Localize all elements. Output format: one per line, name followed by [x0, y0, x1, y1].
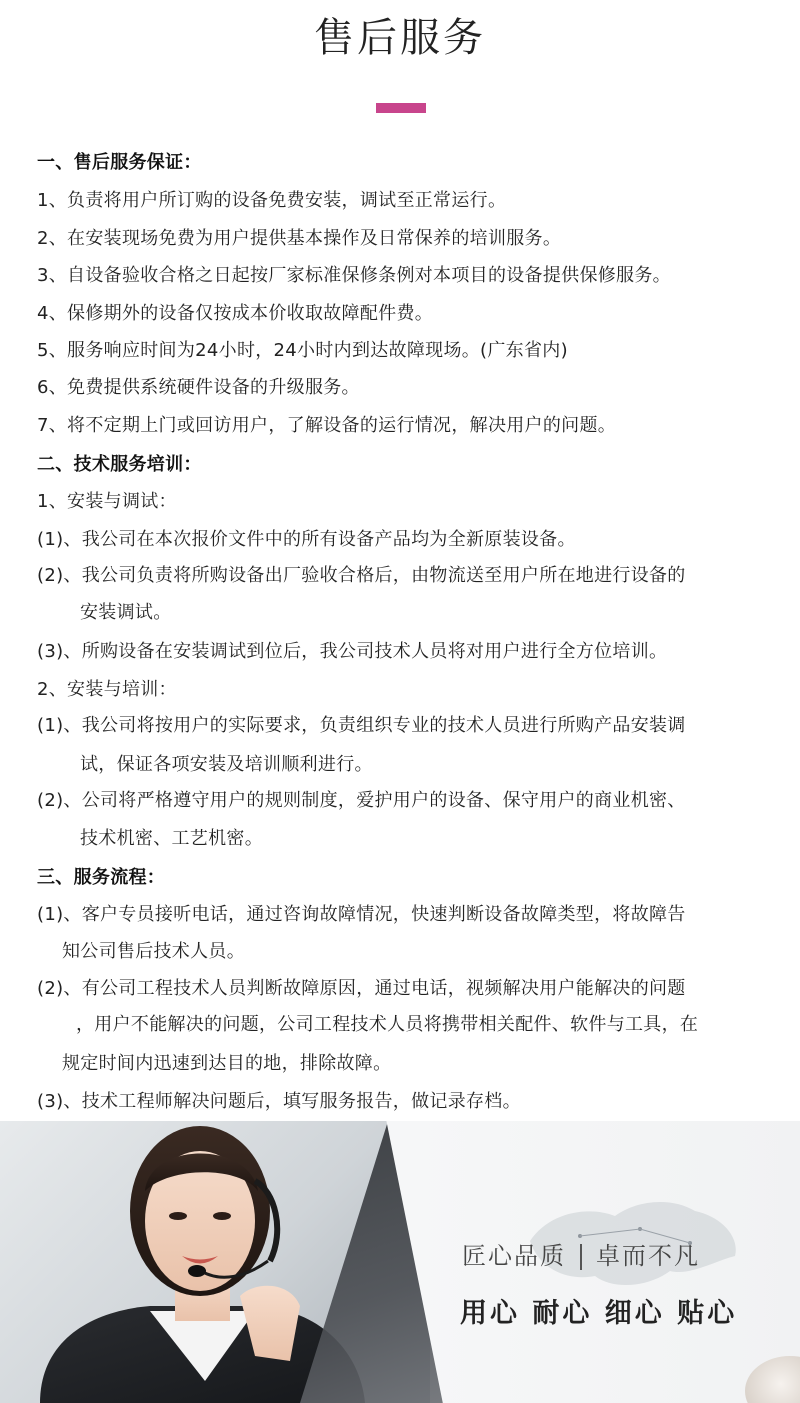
content-line: ，用户不能解决的问题，公司工程技术人员将携带相关配件、软件与工具，在 [76, 1014, 699, 1035]
content-line: 4、保修期外的设备仅按成本价收取故障配件费。 [37, 303, 434, 324]
banner-slogan-bottom: 用心 耐心 细心 贴心 [460, 1298, 738, 1329]
content-line: 技术机密、工艺机密。 [80, 828, 263, 849]
slogan-divider [580, 1244, 582, 1270]
section-heading: 二、技术服务培训： [37, 454, 202, 475]
content-line: (2)、我公司负责将所购设备出厂验收合格后，由物流送至用户所在地进行设备的 [37, 565, 686, 586]
content-line: (2)、有公司工程技术人员判断故障原因，通过电话，视频解决用户能解决的问题 [37, 978, 686, 999]
content-line: (1)、客户专员接听电话，通过咨询故障情况，快速判断设备故障类型，将故障告 [37, 904, 686, 925]
content-line: (1)、我公司将按用户的实际要求，负责组织专业的技术人员进行所购产品安装调 [37, 715, 686, 736]
title-accent-bar [376, 103, 426, 113]
slogan-left: 匠心品质 [462, 1242, 566, 1270]
banner-slogan-top [462, 1236, 700, 1271]
content-line: 7、将不定期上门或回访用户，了解设备的运行情况，解决用户的问题。 [37, 415, 617, 436]
content-line: 知公司售后技术人员。 [62, 941, 245, 962]
content-line: (3)、技术工程师解决问题后，填写服务报告，做记录存档。 [37, 1091, 521, 1112]
section-heading: 一、售后服务保证： [37, 152, 202, 173]
content-line: 2、在安装现场免费为用户提供基本操作及日常保养的培训服务。 [37, 228, 562, 249]
content-line: 1、安装与调试： [37, 491, 177, 512]
content-line: (3)、所购设备在安装调试到位后，我公司技术人员将对用户进行全方位培训。 [37, 641, 668, 662]
content-line: 3、自设备验收合格之日起按厂家标准保修条例对本项目的设备提供保修服务。 [37, 265, 671, 286]
content-line: 6、免费提供系统硬件设备的升级服务。 [37, 377, 360, 398]
section-heading: 三、服务流程： [37, 867, 166, 888]
content-line: 1、负责将用户所订购的设备免费安装，调试至正常运行。 [37, 190, 507, 211]
content-line: 2、安装与培训： [37, 679, 177, 700]
content-line: 试，保证各项安装及培训顺利进行。 [80, 754, 373, 775]
content-line: (2)、公司将严格遵守用户的规则制度，爱护用户的设备、保守用户的商业机密、 [37, 790, 686, 811]
slogan-right: 卓而不凡 [596, 1242, 700, 1270]
content-line: 规定时间内迅速到达目的地，排除故障。 [62, 1053, 392, 1074]
content-line: 安装调试。 [80, 602, 172, 623]
content-line: (1)、我公司在本次报价文件中的所有设备产品均为全新原装设备。 [37, 529, 576, 550]
page-title: 售后服务 [314, 15, 486, 61]
content-line: 5、服务响应时间为24小时，24小时内到达故障现场。(广东省内) [37, 340, 568, 361]
